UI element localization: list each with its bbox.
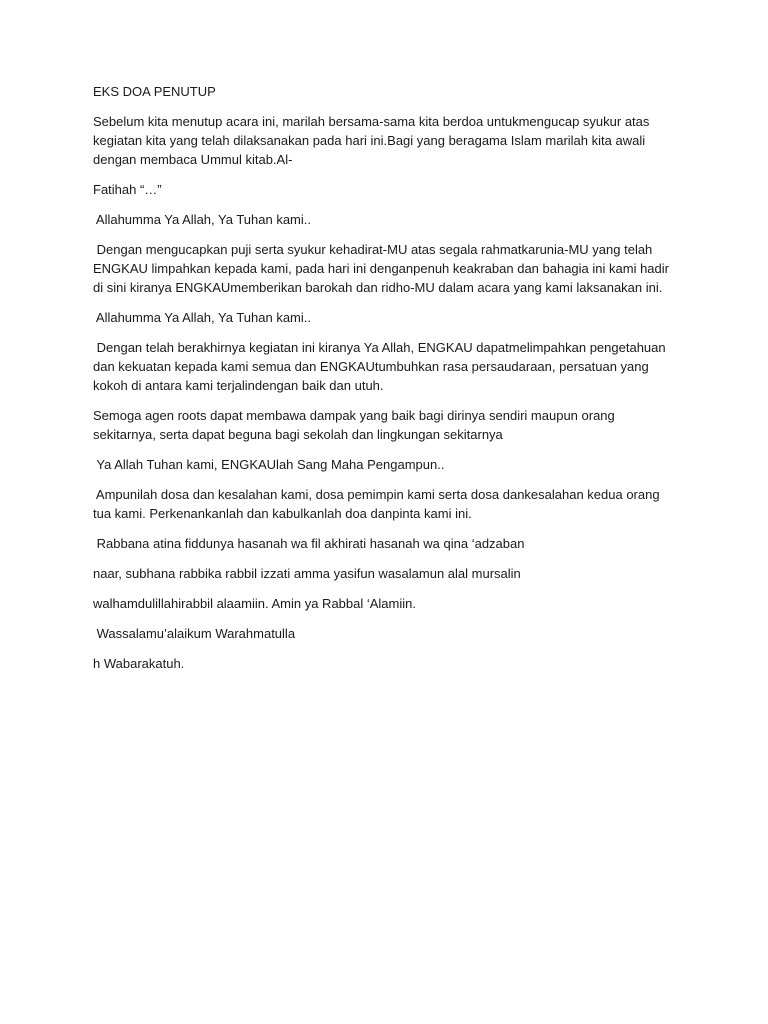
document-body [93,112,673,673]
paragraph [93,624,673,643]
paragraph [93,564,673,583]
document-title: EKS DOA PENUTUP [93,84,216,99]
paragraph [93,180,673,199]
paragraph-line: h Wabarakatuh. [93,656,185,671]
paragraph [93,534,673,553]
paragraph-line: Fatihah “…” [93,182,162,197]
paragraph-line: Rabbana atina fiddunya hasanah wa fil akhirati hasanah wa qina ‘adzaban [93,536,525,551]
paragraph-line: Dengan telah berakhirnya kegiatan ini kiranya Ya Allah, ENGKAU dapatmelimpahkan pengetahuan [93,340,666,355]
paragraph-line: kokoh di antara kami terjalindengan baik dan utuh. [93,378,384,393]
paragraph-line: naar, subhana rabbika rabbil izzati amma yasifun wasalamun alal mursalin [93,566,521,581]
paragraph-line: Allahumma Ya Allah, Ya Tuhan kami.. [93,212,311,227]
paragraph [93,210,673,229]
paragraph-line: Ya Allah Tuhan kami, ENGKAUlah Sang Maha Pengampun.. [93,457,445,472]
paragraph [93,338,673,395]
paragraph [93,485,673,523]
paragraph [93,112,673,169]
paragraph-line: kegiatan kita yang telah dilaksanakan pada hari ini.Bagi yang beragama Islam marilah kita awali [93,133,646,148]
paragraph-line: tua kami. Perkenankanlah dan kabulkanlah doa danpinta kami ini. [93,506,472,521]
paragraph-line: dan kekuatan kepada kami semua dan ENGKAUtumbuhkan rasa persaudaraan, persatuan yang [93,359,649,374]
paragraph-line: Dengan mengucapkan puji serta syukur kehadirat-MU atas segala rahmatkarunia-MU yang telah [93,242,653,257]
paragraph-line: sekitarnya, serta dapat beguna bagi sekolah dan lingkungan sekitarnya [93,427,503,442]
paragraph-line: dengan membaca Ummul kitab.Al- [93,152,293,167]
paragraph-line: ENGKAU limpahkan kepada kami, pada hari ini denganpenuh keakraban dan bahagia ini kami hadir [93,261,669,276]
paragraph [93,455,673,474]
paragraph [93,406,673,444]
paragraph-line: Semoga agen roots dapat membawa dampak yang baik bagi dirinya sendiri maupun orang [93,408,615,423]
paragraph-line: Ampunilah dosa dan kesalahan kami, dosa pemimpin kami serta dosa dankesalahan kedua orang [93,487,660,502]
paragraph [93,594,673,613]
paragraph-line: Wassalamu’alaikum Warahmatulla [93,626,296,641]
paragraph [93,654,673,673]
paragraph-line: Sebelum kita menutup acara ini, marilah bersama-sama kita berdoa untukmengucap syukur atas [93,114,650,129]
paragraph-line: di sini kiranya ENGKAUmemberikan barokah dan ridho-MU dalam acara yang kami laksanakan ini. [93,280,663,295]
paragraph [93,308,673,327]
paragraph-line: Allahumma Ya Allah, Ya Tuhan kami.. [93,310,311,325]
paragraph [93,240,673,297]
paragraph-line: walhamdulillahirabbil alaamiin. Amin ya Rabbal ‘Alamiin. [93,596,416,611]
document-page [93,82,673,684]
